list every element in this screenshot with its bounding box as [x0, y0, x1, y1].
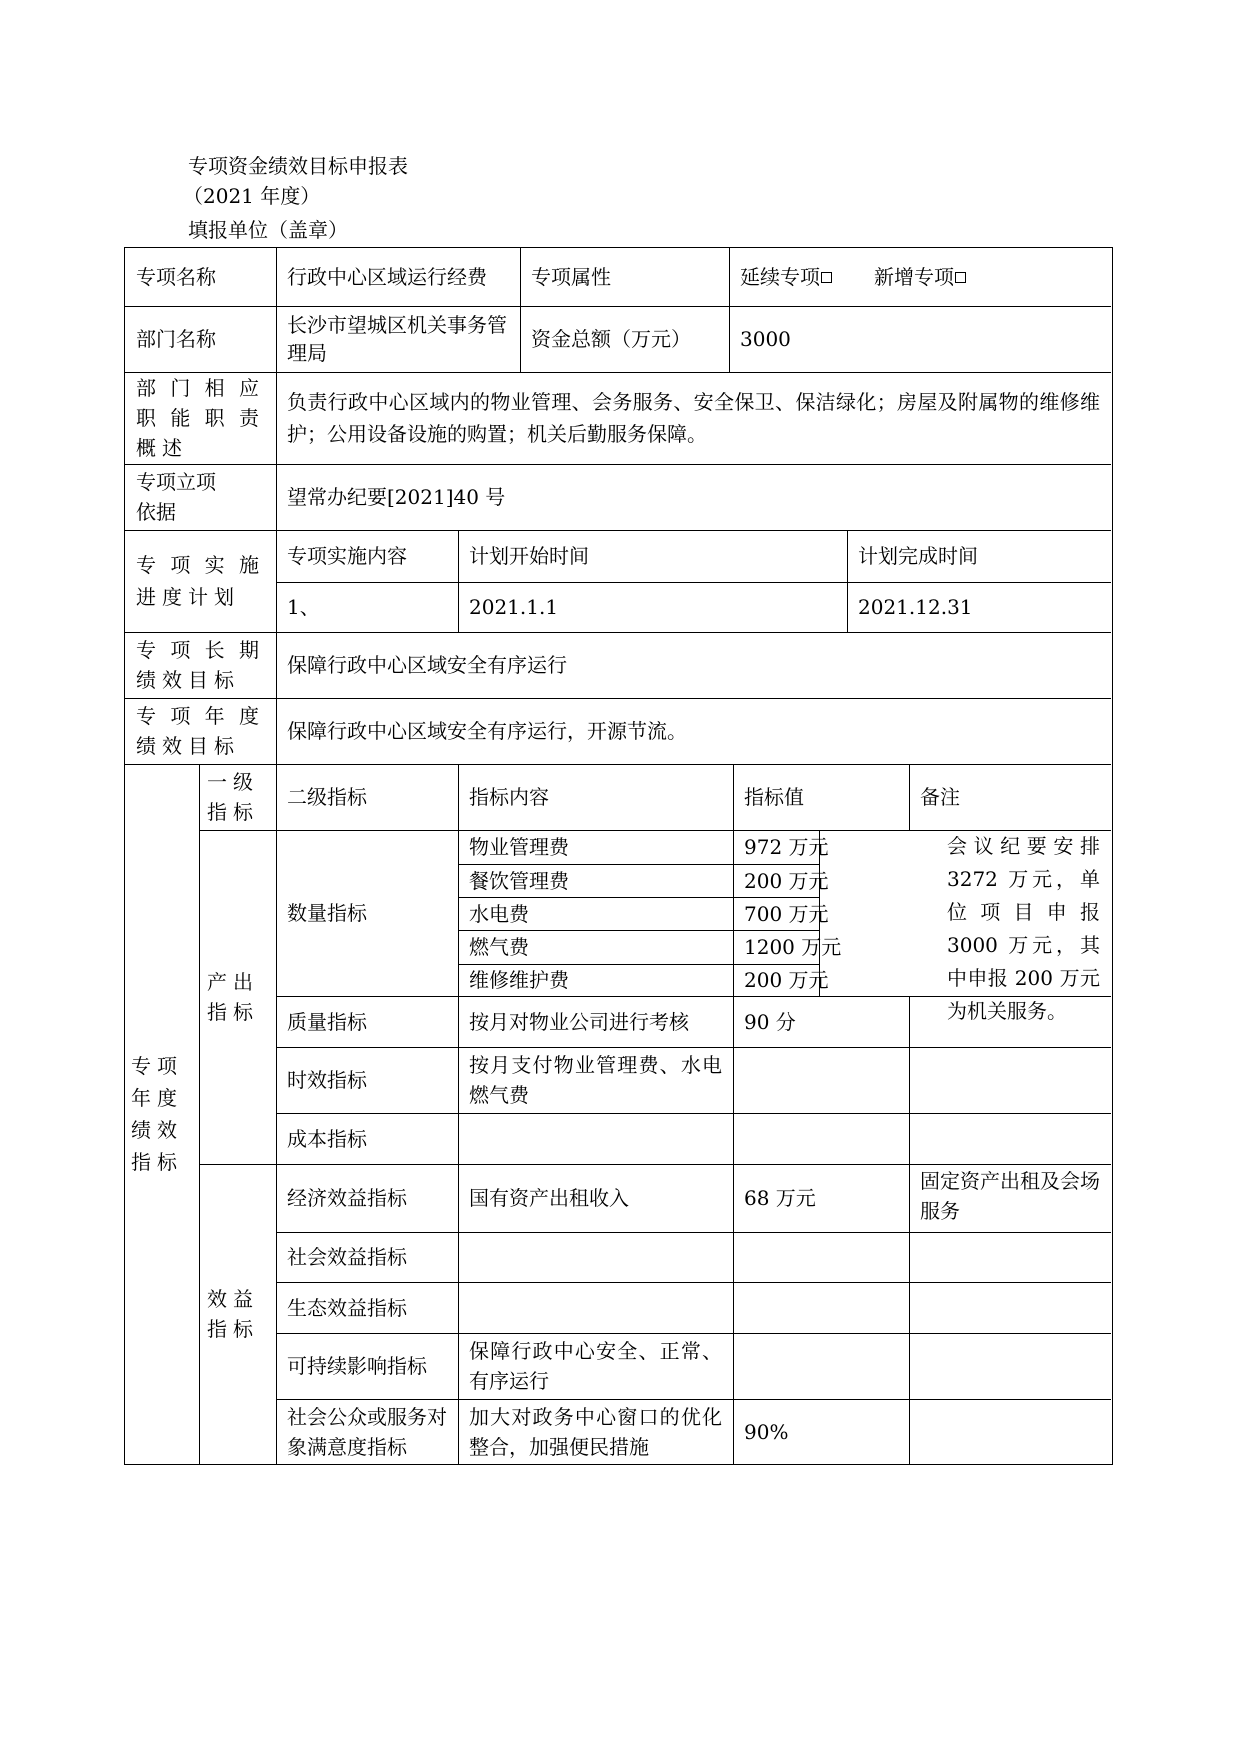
satisfaction-content: 加大对政务中心窗口的优化整合，加强便民措施	[469, 1404, 722, 1459]
economic-content: 国有资产出租收入	[469, 1186, 629, 1210]
form-unit: 填报单位（盖章）	[188, 218, 348, 242]
col-value: 指标值	[744, 785, 804, 809]
economic-value: 68 万元	[744, 1186, 816, 1210]
col-content: 指标内容	[469, 785, 549, 809]
timeliness-label: 时效指标	[287, 1068, 367, 1092]
schedule-col-end: 计划完成时间	[858, 544, 978, 568]
schedule-row-end: 2021.12.31	[858, 595, 973, 619]
form-year: （2021 年度）	[183, 184, 321, 208]
attr-continue-label: 延续专项	[740, 265, 820, 289]
output-indicators-label: 产出指标	[207, 970, 259, 1024]
quantity-item-value: 972 万元	[744, 835, 829, 859]
quality-content: 按月对物业公司进行考核	[469, 1009, 689, 1034]
indicators-side-label: 专项年度绩效指标	[131, 1054, 183, 1174]
schedule-label: 专项实施进度计划	[136, 553, 265, 609]
duty-value: 负责行政中心区域内的物业管理、会务服务、安全保卫、保洁绿化；房屋及附属物的维修维护；公用设备设施的购置；机关后勤服务保障。	[287, 390, 1100, 446]
quantity-item-content: 燃气费	[469, 935, 529, 959]
fund-value: 3000	[740, 327, 791, 351]
quantity-item-content: 餐饮管理费	[469, 868, 569, 893]
fund-label: 资金总额（万元）	[531, 327, 691, 351]
quantity-item-content: 水电费	[469, 901, 529, 926]
schedule-col-start: 计划开始时间	[469, 544, 589, 568]
quantity-item-content: 维修维护费	[469, 968, 569, 992]
attr-new-checkbox[interactable]	[955, 272, 966, 283]
col-level2: 二级指标	[287, 785, 367, 809]
social-label: 社会效益指标	[287, 1245, 407, 1269]
duty-label: 部门相应职能职责概述	[136, 376, 265, 460]
dept-label: 部门名称	[136, 327, 216, 351]
long-goal-value: 保障行政中心区域安全有序运行	[287, 653, 567, 677]
basis-value: 望常办纪要[2021]40 号	[287, 485, 506, 509]
satisfaction-value: 90%	[744, 1419, 789, 1444]
quality-value: 90 分	[744, 1009, 796, 1034]
quality-label: 质量指标	[287, 1009, 367, 1034]
quantity-label: 数量指标	[287, 901, 367, 925]
form-table	[124, 247, 1113, 1465]
timeliness-content: 按月支付物业管理费、水电燃气费	[469, 1053, 722, 1107]
attr-new-label: 新增专项	[874, 265, 954, 289]
quantity-item-value: 700 万元	[744, 901, 829, 926]
project-name-label: 专项名称	[136, 265, 216, 289]
col-level1: 一级指标	[207, 770, 259, 824]
sustainable-content: 保障行政中心安全、正常、有序运行	[469, 1339, 722, 1393]
schedule-col-content: 专项实施内容	[287, 544, 407, 568]
col-note: 备注	[920, 785, 960, 809]
economic-label: 经济效益指标	[287, 1186, 407, 1210]
satisfaction-label: 社会公众或服务对象满意度指标	[287, 1404, 447, 1459]
dept-value: 长沙市望城区机关事务管理局	[287, 313, 507, 365]
quantity-item-value: 200 万元	[744, 868, 829, 893]
ecological-label: 生态效益指标	[287, 1295, 407, 1320]
schedule-row-start: 2021.1.1	[469, 595, 559, 619]
quantity-item-value: 1200 万元	[744, 935, 842, 959]
cost-label: 成本指标	[287, 1126, 367, 1151]
schedule-row-content: 1、	[287, 595, 320, 619]
basis-label: 专项立项依据	[136, 470, 216, 524]
sustainable-label: 可持续影响指标	[287, 1354, 427, 1378]
project-name-value: 行政中心区域运行经费	[287, 265, 487, 289]
quantity-note: 会议纪要安排 3272 万元，单位项目申报 3000 万元，其中申报 200 万元为机关服务。	[947, 834, 1100, 1023]
quantity-item-content: 物业管理费	[469, 835, 569, 859]
annual-goal-label: 专项年度绩效目标	[136, 704, 265, 758]
long-goal-label: 专项长期绩效目标	[136, 638, 265, 692]
benefit-indicators-label: 效益指标	[207, 1287, 259, 1341]
economic-note: 固定资产出租及会场服务	[920, 1169, 1100, 1223]
form-title: 专项资金绩效目标申报表	[188, 154, 408, 178]
project-attr-options	[729, 248, 1111, 306]
attr-continue-checkbox[interactable]	[821, 272, 832, 283]
annual-goal-value: 保障行政中心区域安全有序运行，开源节流。	[287, 719, 687, 743]
quantity-item-value: 200 万元	[744, 968, 829, 992]
project-attr-label: 专项属性	[531, 265, 611, 289]
